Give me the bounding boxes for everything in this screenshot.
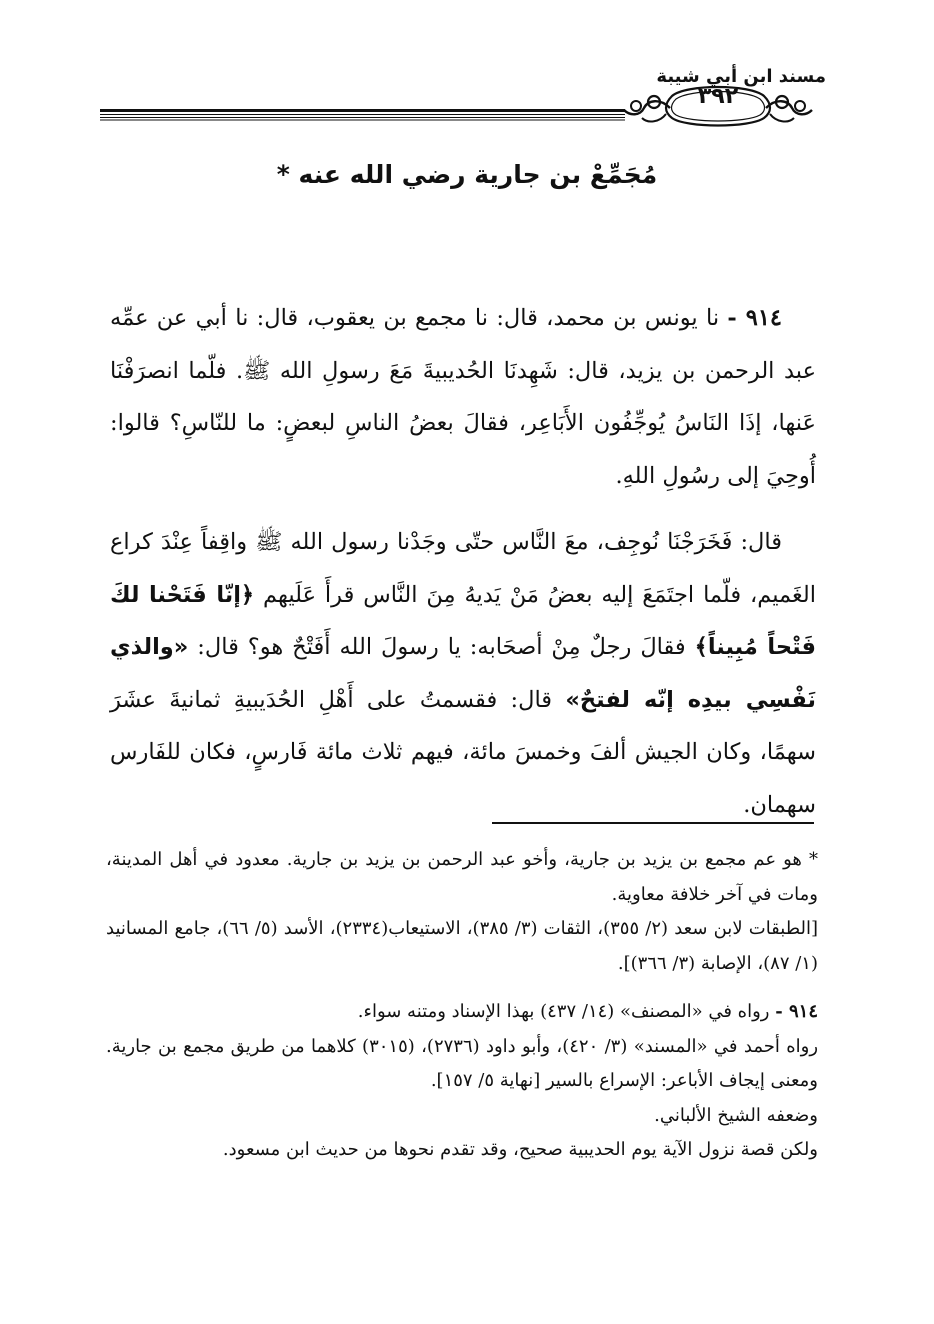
prophetic-saying: «والذي نَفْسِي بيدِه إنّه لفتحٌ» <box>110 634 816 713</box>
hadith-text <box>110 292 816 831</box>
footnote-separator <box>492 822 814 824</box>
footnote-takhrij-1-text: رواه في «المصنف» (١٤/ ٤٣٧) بهذا الإسناد ومتنه سواء. <box>357 1001 770 1022</box>
hadith-paragraph-2 <box>110 516 816 831</box>
footnotes <box>106 843 818 1168</box>
footnote-hadith-number: ٩١٤ - <box>775 1001 818 1022</box>
footnote-takhrij-3: وضعفه الشيخ الألباني. <box>654 1104 818 1126</box>
footnote-takhrij-2: رواه أحمد في «المسند» (٣/ ٤٢٠)، وأبو داود (٢٧٣٦)، (٣٠١٥) كلاهما من طريق مجمع بن جارية. ومعنى إيجاف الأباعر: الإسراع بالسير [نهاية ٥/ ١٥٧]. <box>106 1035 819 1091</box>
hadith-number: ٩١٤ - <box>727 305 783 331</box>
hadith-para1-text: نا يونس بن محمد، قال: نا مجمع بن يعقوب، قال: نا أبي عن عمِّه عبد الرحمن بن يزيد، قال: شَهِدنَا الحُديبيةَ مَعَ رسولِ الله ﷺ. فلّما انصرَفْنَا عَنها، إذَا النَاسُ يُوجِّفُون الأَبَاعِر، فقالَ بعضُ الناسِ لبعضٍ: ما للنّاسِ؟ قالوا: أُوحِيَ إلى رسُولِ اللهِ. <box>110 305 816 489</box>
footnote-sources: [الطبقات لابن سعد (٢/ ٣٥٥)، الثقات (٣/ ٣٨٥)، الاستيعاب(٢٣٣٤)، الأسد (٥/ ٦٦)، جامع المسانيد (١/ ٨٧)، الإصابة (٣/ ٣٦٦)]. <box>106 918 818 974</box>
hadith-para2-part-b: فقالَ رجلٌ مِنْ أصحَابه: يا رسولَ الله أَفَتْحٌ هو؟ قال: <box>197 634 686 660</box>
hadith-para2-part-c: قال: فقسمتُ على أَهْلِ الحُدَيبيةِ ثمانيةَ عشَرَ سهمًا، وكان الجيش ألفَ وخمسَ مائة، فيهم ثلاث مائة فَارسٍ، فكان للفَارس سهمان. <box>110 686 816 818</box>
hadith-paragraph-1 <box>110 292 816 502</box>
page-number: ٣٩٢ <box>697 84 739 109</box>
footnote-takhrij-1 <box>106 995 818 1030</box>
running-header-title: مسند ابن أبي شيبة <box>656 66 826 87</box>
hadith-para2-part-a: قال: فَخَرَجْنَا نُوجِف، معَ النَّاس حتّى وجَدْنا رسول الله ﷺ واقِفاً عِنْدَ كراع الغَميم، فلّما اجتَمَعَ إليه بعضُ مَنْ يَديهُ مِنَ النَّاس قرأَ عَلَيهم <box>110 529 817 608</box>
footnote-takhrij-4: ولكن قصة نزول الآية يوم الحديبية صحيح، وقد تقدم نحوها من حديث ابن مسعود. <box>222 1139 818 1160</box>
footnote-biography: * هو عم مجمع بن يزيد بن جارية، وأخو عبد الرحمن بن يزيد بن جارية. معدود في أهل المدينة، ومات في آخر خلافة معاوية. <box>106 849 818 905</box>
chapter-heading: مُجَمِّعْ بن جارية رضي الله عنه * <box>276 160 658 189</box>
header-rule <box>100 108 625 122</box>
quran-verse: ﴿إنّا فَتَحْنا لكَ فَتْحاً مُبِيناً﴾ <box>110 581 817 660</box>
